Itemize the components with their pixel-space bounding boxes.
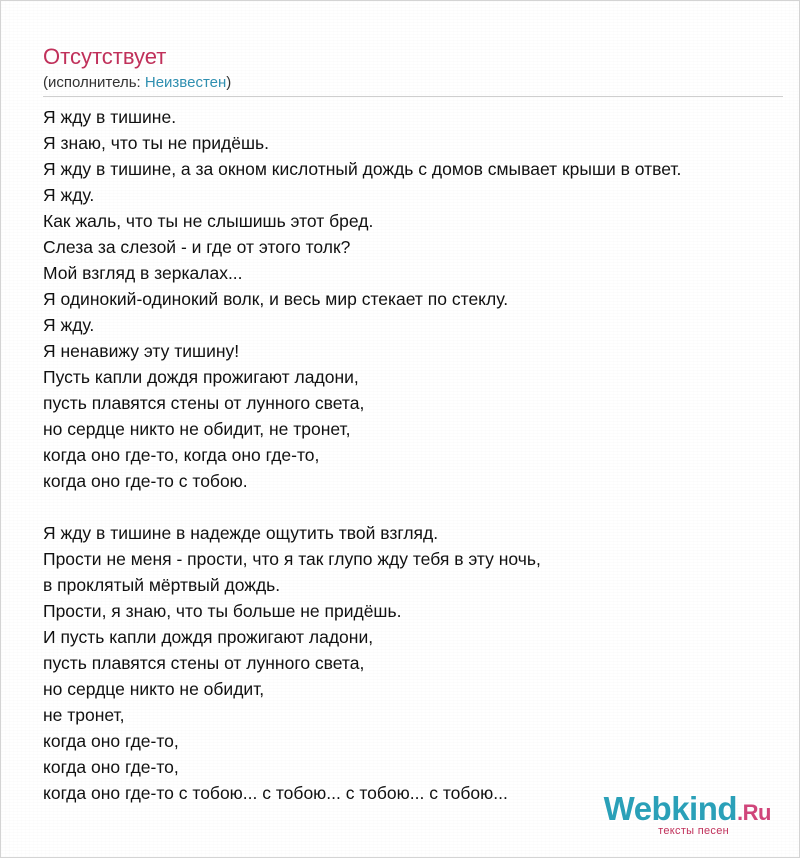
- lyric-line: Я жду в тишине, а за окном кислотный дождь с домов смывает крыши в ответ.: [43, 159, 682, 179]
- artist-suffix: ): [226, 74, 232, 91]
- lyric-line: но сердце никто не обидит, не тронет,: [43, 419, 351, 439]
- lyric-line: пусть плавятся стены от лунного света,: [43, 393, 365, 413]
- lyric-line: Я жду.: [43, 315, 95, 335]
- artist-prefix: (исполнитель:: [43, 74, 145, 91]
- lyric-line: Пусть капли дождя прожигают ладони,: [43, 367, 359, 387]
- lyric-line: в проклятый мёртвый дождь.: [43, 575, 281, 595]
- lyric-line: Как жаль, что ты не слышишь этот бред.: [43, 211, 374, 231]
- site-logo[interactable]: [571, 791, 771, 837]
- lyric-line: когда оно где-то с тобою... с тобою... с тобою... с тобою...: [43, 783, 508, 803]
- logo-tld: .Ru: [737, 800, 771, 825]
- lyric-line: Прости, я знаю, что ты больше не придёшь.: [43, 601, 402, 621]
- lyric-line: когда оно где-то с тобою.: [43, 471, 248, 491]
- header-divider: [43, 96, 783, 97]
- artist-line: [43, 73, 231, 93]
- lyric-line: Я жду в тишине.: [43, 107, 177, 127]
- lyric-line: Я жду.: [43, 185, 95, 205]
- lyric-line: пусть плавятся стены от лунного света,: [43, 653, 365, 673]
- lyric-line: Мой взгляд в зеркалах...: [43, 263, 243, 283]
- lyric-line: Слеза за слезой - и где от этого толк?: [43, 237, 351, 257]
- lyric-line: [43, 494, 793, 520]
- artist-link[interactable]: Неизвестен: [144, 74, 227, 91]
- lyric-line: когда оно где-то,: [43, 757, 179, 777]
- lyric-line: Я знаю, что ты не придёшь.: [43, 133, 269, 153]
- lyric-line: Я одинокий-одинокий волк, и весь мир стекает по стеклу.: [43, 289, 509, 309]
- lyric-line: Прости не меня - прости, что я так глупо жду тебя в эту ночь,: [43, 549, 541, 569]
- lyric-line: Я жду в тишине в надежде ощутить твой взгляд.: [43, 523, 439, 543]
- lyric-line: когда оно где-то, когда оно где-то,: [43, 445, 320, 465]
- logo-name: Webkind: [603, 790, 738, 827]
- lyric-line: когда оно где-то,: [43, 731, 179, 751]
- lyric-line: но сердце никто не обидит,: [43, 679, 265, 699]
- lyric-line: И пусть капли дождя прожигают ладони,: [43, 627, 374, 647]
- lyrics-text: [43, 104, 793, 806]
- song-title: Отсутствует: [43, 44, 167, 69]
- logo-tagline: тексты песен: [658, 825, 729, 837]
- lyric-line: не тронет,: [43, 705, 125, 725]
- lyric-line: Я ненавижу эту тишину!: [43, 341, 240, 361]
